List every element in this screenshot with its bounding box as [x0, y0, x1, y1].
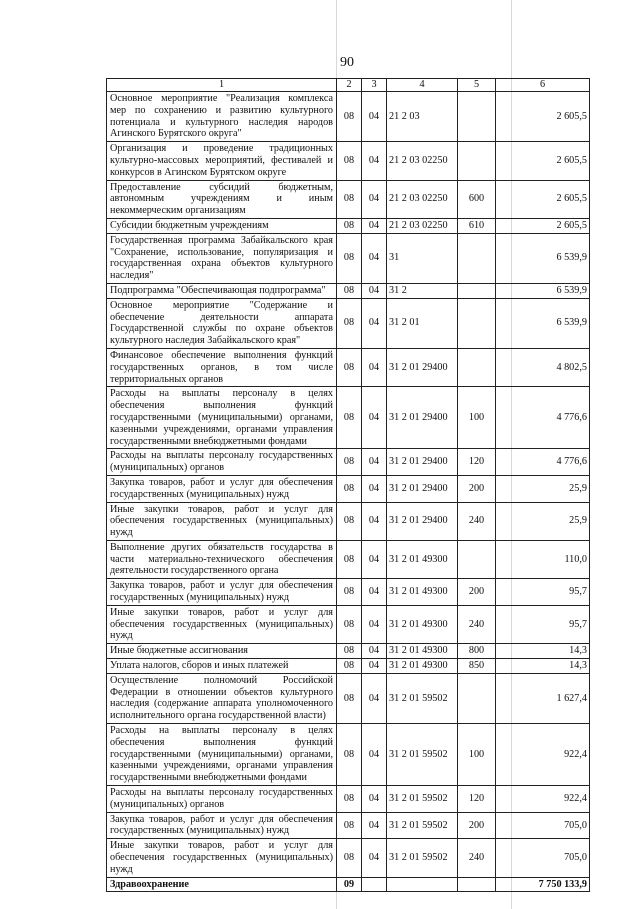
row-amount: 922,4: [496, 786, 590, 813]
row-section: 08: [337, 540, 362, 578]
row-name: Иные бюджетные ассигнования: [107, 644, 337, 659]
row-expense-type: 100: [458, 387, 496, 449]
row-expense-type: [458, 540, 496, 578]
page-number: 90: [340, 55, 354, 70]
row-target-code: 21 2 03 02250: [387, 180, 458, 218]
row-name: Иные закупки товаров, работ и услуг для обеспечения государственных (муниципальных) нужд: [107, 502, 337, 540]
row-subsection: 04: [362, 142, 387, 180]
row-subsection: 04: [362, 644, 387, 659]
row-target-code: 31 2 01 29400: [387, 502, 458, 540]
column-header: 6: [496, 79, 590, 92]
table-row: [107, 644, 590, 659]
row-expense-type: 800: [458, 644, 496, 659]
row-name: Расходы на выплаты персоналу государственных (муниципальных) органов: [107, 449, 337, 476]
row-target-code: 31 2 01 29400: [387, 348, 458, 386]
table-row: [107, 502, 590, 540]
row-section: 08: [337, 449, 362, 476]
table-row: [107, 786, 590, 813]
row-expense-type: 200: [458, 812, 496, 839]
row-subsection: [362, 877, 387, 892]
table-row: [107, 812, 590, 839]
row-subsection: 04: [362, 839, 387, 877]
row-section: 08: [337, 724, 362, 786]
table-row: [107, 180, 590, 218]
row-amount: 2 605,5: [496, 180, 590, 218]
table-row: [107, 839, 590, 877]
row-section: 08: [337, 283, 362, 298]
row-subsection: 04: [362, 475, 387, 502]
row-section: 08: [337, 233, 362, 283]
row-name: Предоставление субсидий бюджетным, автономным учреждениям и иным некоммерческим организациям: [107, 180, 337, 218]
row-expense-type: [458, 348, 496, 386]
row-subsection: 04: [362, 233, 387, 283]
row-subsection: 04: [362, 449, 387, 476]
row-amount: 110,0: [496, 540, 590, 578]
row-section: 08: [337, 839, 362, 877]
row-section: 08: [337, 92, 362, 142]
table-row: [107, 475, 590, 502]
table-row: [107, 673, 590, 723]
row-name: Иные закупки товаров, работ и услуг для обеспечения государственных (муниципальных) нужд: [107, 605, 337, 643]
row-target-code: 31 2 01 49300: [387, 644, 458, 659]
row-name: Иные закупки товаров, работ и услуг для обеспечения государственных (муниципальных) нужд: [107, 839, 337, 877]
row-expense-type: 200: [458, 579, 496, 606]
table-row: [107, 92, 590, 142]
row-amount: 25,9: [496, 502, 590, 540]
row-target-code: 21 2 03 02250: [387, 142, 458, 180]
row-target-code: 31 2 01 59502: [387, 839, 458, 877]
row-expense-type: [458, 233, 496, 283]
row-expense-type: 120: [458, 449, 496, 476]
row-target-code: 31 2 01: [387, 298, 458, 348]
row-target-code: 21 2 03: [387, 92, 458, 142]
row-subsection: 04: [362, 387, 387, 449]
row-section: 08: [337, 605, 362, 643]
row-name: Субсидии бюджетным учреждениям: [107, 218, 337, 233]
row-target-code: [387, 877, 458, 892]
row-section: 08: [337, 659, 362, 674]
row-name: Государственная программа Забайкальского края "Сохранение, использование, популяризация и государственная охрана объектов культурного наследия": [107, 233, 337, 283]
row-name: Расходы на выплаты персоналу в целях обеспечения выполнения функций государственными (муниципальными) органами, казенными учреждениями, органами управления государственными внебюджетными фондами: [107, 724, 337, 786]
row-amount: 4 802,5: [496, 348, 590, 386]
row-section: 08: [337, 348, 362, 386]
row-amount: 4 776,6: [496, 387, 590, 449]
row-expense-type: 240: [458, 502, 496, 540]
row-subsection: 04: [362, 348, 387, 386]
row-expense-type: 100: [458, 724, 496, 786]
column-header: 3: [362, 79, 387, 92]
row-amount: 2 605,5: [496, 218, 590, 233]
row-expense-type: [458, 877, 496, 892]
table-row: [107, 540, 590, 578]
table-row: [107, 724, 590, 786]
column-header: 5: [458, 79, 496, 92]
row-name: Осуществление полномочий Российской Федерации в отношении объектов культурного наследия (содержание аппарата уполномоченного исполнительного органа государственной власти): [107, 673, 337, 723]
total-row: [107, 877, 590, 892]
row-expense-type: 120: [458, 786, 496, 813]
row-subsection: 04: [362, 298, 387, 348]
row-name: Расходы на выплаты персоналу государственных (муниципальных) органов: [107, 786, 337, 813]
row-target-code: 31 2 01 59502: [387, 812, 458, 839]
row-subsection: 04: [362, 540, 387, 578]
row-name: Закупка товаров, работ и услуг для обеспечения государственных (муниципальных) нужд: [107, 812, 337, 839]
row-target-code: 31 2 01 59502: [387, 786, 458, 813]
table-row: [107, 233, 590, 283]
row-amount: 14,3: [496, 659, 590, 674]
row-amount: 4 776,6: [496, 449, 590, 476]
row-target-code: 31 2 01 49300: [387, 605, 458, 643]
row-section: 08: [337, 298, 362, 348]
row-expense-type: [458, 142, 496, 180]
row-expense-type: 200: [458, 475, 496, 502]
row-expense-type: 610: [458, 218, 496, 233]
table-row: [107, 605, 590, 643]
row-amount: 7 750 133,9: [496, 877, 590, 892]
row-target-code: 31 2 01 49300: [387, 659, 458, 674]
row-name: Здравоохранение: [107, 877, 337, 892]
table-row: [107, 142, 590, 180]
row-target-code: 21 2 03 02250: [387, 218, 458, 233]
row-section: 08: [337, 812, 362, 839]
table-row: [107, 387, 590, 449]
row-amount: 922,4: [496, 724, 590, 786]
row-subsection: 04: [362, 180, 387, 218]
row-amount: 6 539,9: [496, 233, 590, 283]
row-subsection: 04: [362, 786, 387, 813]
row-amount: 705,0: [496, 839, 590, 877]
table-row: [107, 298, 590, 348]
column-header: 4: [387, 79, 458, 92]
row-subsection: 04: [362, 659, 387, 674]
row-section: 08: [337, 218, 362, 233]
table-row: [107, 449, 590, 476]
row-name: Основное мероприятие "Содержание и обеспечение деятельности аппарата Государственной службы по охране объектов культурного наследия Забайкальского края": [107, 298, 337, 348]
table-row: [107, 579, 590, 606]
row-name: Выполнение других обязательств государства в части материально-технического обеспечения деятельности государственного органа: [107, 540, 337, 578]
row-subsection: 04: [362, 673, 387, 723]
row-amount: 95,7: [496, 605, 590, 643]
row-target-code: 31 2 01 49300: [387, 579, 458, 606]
row-subsection: 04: [362, 605, 387, 643]
row-target-code: 31 2 01 29400: [387, 449, 458, 476]
row-section: 08: [337, 786, 362, 813]
row-subsection: 04: [362, 724, 387, 786]
row-name: Расходы на выплаты персоналу в целях обеспечения выполнения функций государственными (муниципальными) органами, казенными учреждениями, органами управления государственными внебюджетными фондами: [107, 387, 337, 449]
row-amount: 2 605,5: [496, 142, 590, 180]
row-expense-type: [458, 673, 496, 723]
column-header: 1: [107, 79, 337, 92]
row-target-code: 31 2 01 59502: [387, 724, 458, 786]
row-amount: 705,0: [496, 812, 590, 839]
row-expense-type: [458, 298, 496, 348]
row-subsection: 04: [362, 579, 387, 606]
row-amount: 6 539,9: [496, 283, 590, 298]
row-section: 08: [337, 142, 362, 180]
row-subsection: 04: [362, 92, 387, 142]
row-name: Основное мероприятие "Реализация комплекса мер по сохранению и развитию культурного потенциала и культурного наследия народов Агинского Бурятского округа": [107, 92, 337, 142]
table-row: [107, 283, 590, 298]
row-section: 08: [337, 673, 362, 723]
row-name: Организация и проведение традиционных культурно-массовых мероприятий, фестивалей и конкурсов в Агинском Бурятском округе: [107, 142, 337, 180]
row-subsection: 04: [362, 218, 387, 233]
table-row: [107, 348, 590, 386]
row-amount: 14,3: [496, 644, 590, 659]
row-name: Закупка товаров, работ и услуг для обеспечения государственных (муниципальных) нужд: [107, 475, 337, 502]
row-section: 08: [337, 475, 362, 502]
row-expense-type: 240: [458, 605, 496, 643]
row-section: 08: [337, 579, 362, 606]
row-section: 09: [337, 877, 362, 892]
row-section: 08: [337, 180, 362, 218]
header-row: [107, 79, 590, 92]
row-expense-type: 600: [458, 180, 496, 218]
row-name: Закупка товаров, работ и услуг для обеспечения государственных (муниципальных) нужд: [107, 579, 337, 606]
row-section: 08: [337, 387, 362, 449]
row-amount: 2 605,5: [496, 92, 590, 142]
row-expense-type: [458, 92, 496, 142]
row-expense-type: 240: [458, 839, 496, 877]
table-row: [107, 218, 590, 233]
row-amount: 6 539,9: [496, 298, 590, 348]
column-header: 2: [337, 79, 362, 92]
row-subsection: 04: [362, 283, 387, 298]
row-subsection: 04: [362, 812, 387, 839]
row-target-code: 31 2 01 29400: [387, 387, 458, 449]
row-target-code: 31 2 01 29400: [387, 475, 458, 502]
row-section: 08: [337, 644, 362, 659]
row-expense-type: [458, 283, 496, 298]
row-name: Финансовое обеспечение выполнения функций государственных органов, в том числе территориальных органов: [107, 348, 337, 386]
row-target-code: 31 2 01 59502: [387, 673, 458, 723]
row-section: 08: [337, 502, 362, 540]
row-amount: 1 627,4: [496, 673, 590, 723]
row-target-code: 31: [387, 233, 458, 283]
table-row: [107, 659, 590, 674]
row-name: Уплата налогов, сборов и иных платежей: [107, 659, 337, 674]
row-amount: 25,9: [496, 475, 590, 502]
row-expense-type: 850: [458, 659, 496, 674]
budget-table: [106, 78, 590, 892]
row-amount: 95,7: [496, 579, 590, 606]
row-target-code: 31 2 01 49300: [387, 540, 458, 578]
row-subsection: 04: [362, 502, 387, 540]
table-body: [107, 92, 590, 892]
row-name: Подпрограмма "Обеспечивающая подпрограмма": [107, 283, 337, 298]
row-target-code: 31 2: [387, 283, 458, 298]
